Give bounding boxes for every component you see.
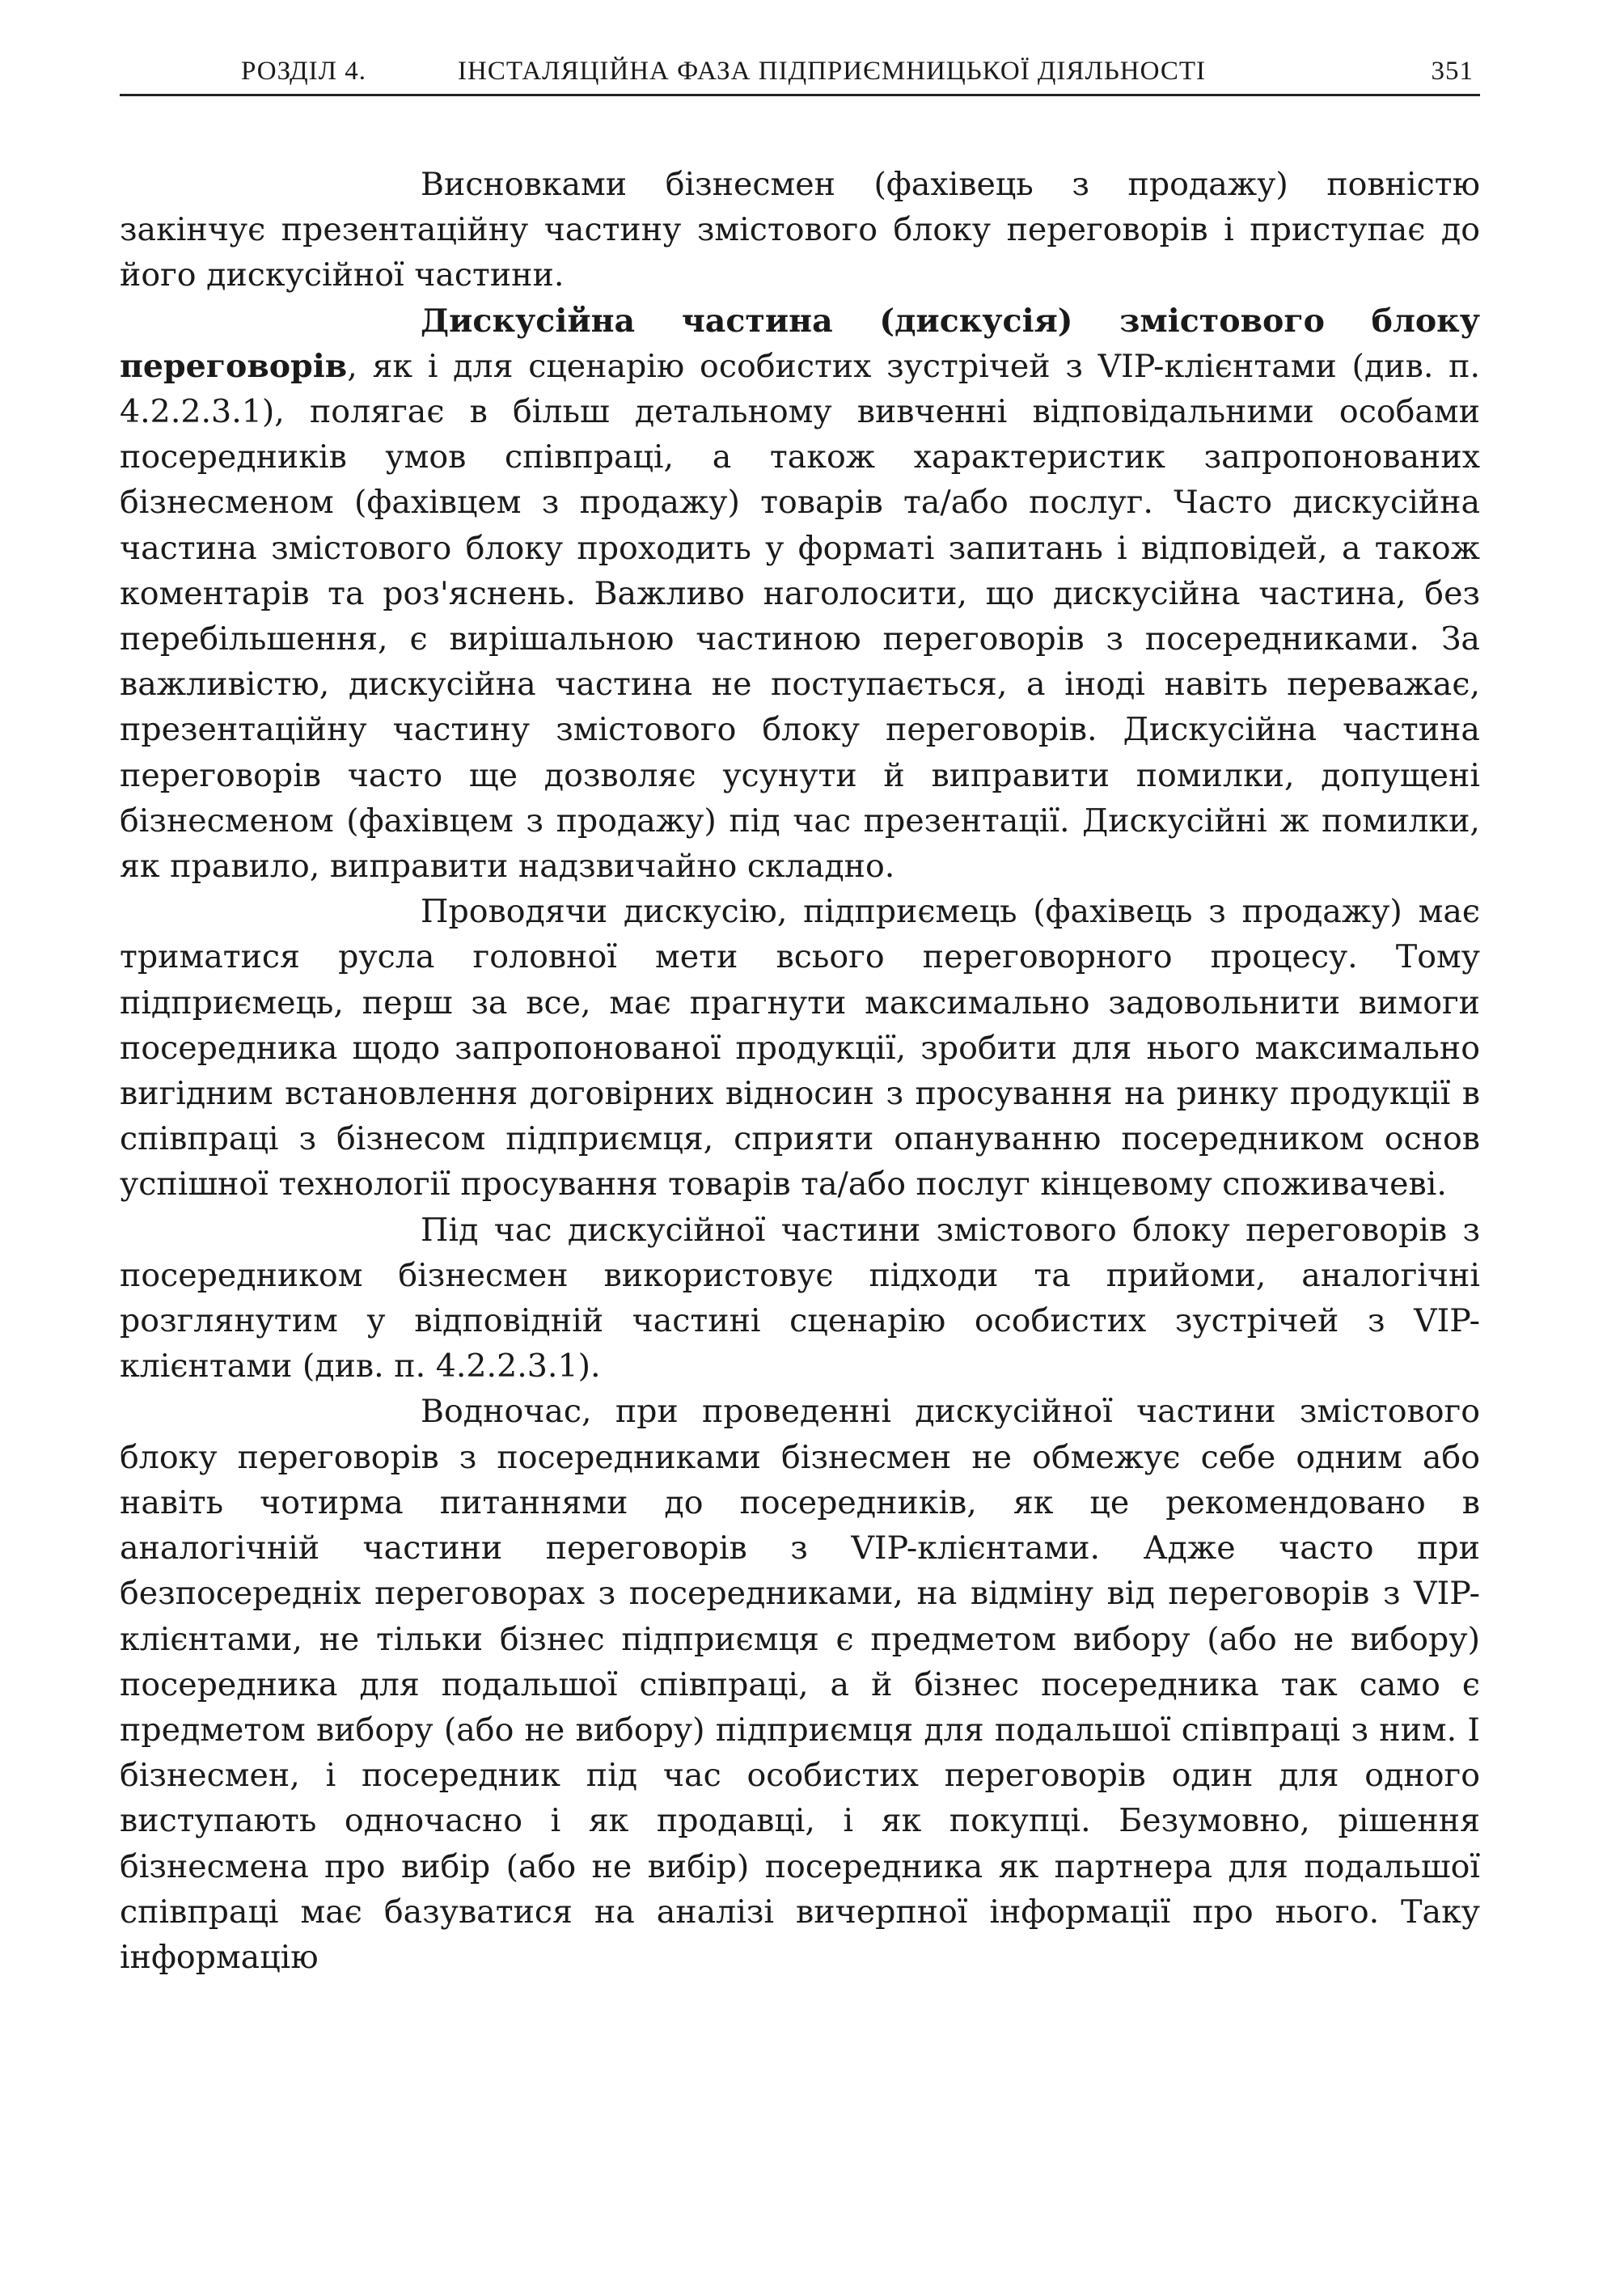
section-label: РОЗДІЛ 4. [241,57,366,86]
page-body [120,162,1480,1980]
paragraph-conducting-discussion [120,889,1480,1207]
paragraph-text: Проводячи дискусію, підприємець (фахівець з продажу) має триматися русла головної мети всього переговорного процесу. Тому підприємець, перш за все, має прагнути максимально задовольнити вимоги посередника щодо запропонованої продукції, зробити для нього максимально вигідним встановлення договірних відносин з просування на ринку продукції в співпраці з бізнесом підприємця, сприяти опануванню посередником основ успішної технології просування товарів та/або послуг кінцевому споживачеві. [120,893,1480,1204]
paragraph-text: Водночас, при проведенні дискусійної частини змістового блоку переговорів з посередниками бізнесмен не обмежує себе одним або навіть чотирма питаннями до посередників, як це рекомендовано в аналогічній частини переговорів з VIP-клієнтами. Адже часто при безпосередніх переговорах з посередниками, на відміну від переговорів з VIP-клієнтами, не тільки бізнес підприємця є предметом вибору (або не вибору) посередника для подальшої співпраці, а й бізнес посередника так само є предметом вибору (або не вибору) підприємця для подальшої співпраці з ним. І бізнесмен, і посередник під час особистих переговорів один для одного виступають одночасно і як продавці, і як покупці. Безумовно, рішення бізнесмена про вибір (або не вибір) посередника як партнера для подальшої співпраці має базуватися на аналізі вичерпної інформації про нього. Таку інформацію [120,1393,1480,1976]
chapter-title: ІНСТАЛЯЦІЙНА ФАЗА ПІДПРИЄМНИЦЬКОЇ ДІЯЛЬНОСТІ [458,57,1206,86]
paragraph-bold-term: Дискусійна частина (дискусія) змістового блоку переговорів [120,302,1480,385]
paragraph-meanwhile [120,1389,1480,1980]
paragraph-conclusions [120,162,1480,298]
paragraph-approaches [120,1208,1480,1390]
paragraph-text: Висновками бізнесмен (фахівець з продажу) повністю закінчує презентаційну частину змістового блоку переговорів і приступає до його дискусійної частини. [120,166,1480,294]
paragraph-text: Під час дискусійної частини змістового блоку переговорів з посередником бізнесмен використовує підходи та прийоми, аналогічні розглянутим у відповідній частині сценарію особистих зустрічей з VIP-клієнтами (див. п. 4.2.2.3.1). [120,1211,1480,1386]
page-number: 351 [1431,57,1474,86]
running-header [120,50,1480,96]
paragraph-discussion-definition [120,298,1480,890]
paragraph-text: , як і для сценарію особистих зустрічей з VIP-клієнтами (див. п. 4.2.2.3.1), полягає в більш детальному вивченні відповідальними особами посередників умов співпраці, а також характеристик запропонованих бізнесменом (фахівцем з продажу) товарів та/або послуг. Часто дискусійна частина змістового блоку проходить у форматі запитань і відповідей, а також коментарів та роз'яснень. Важливо наголосити, що дискусійна частина, без перебільшення, є вирішальною частиною переговорів з посередниками. За важливістю, дискусійна частина не поступається, а іноді навіть переважає, презентаційну частину змістового блоку переговорів. Дискусійна частина переговорів часто ще дозволяє усунути й виправити помилки, допущені бізнесменом (фахівцем з продажу) під час презентації. Дискусійні ж помилки, як правило, виправити надзвичайно складно. [120,347,1480,886]
